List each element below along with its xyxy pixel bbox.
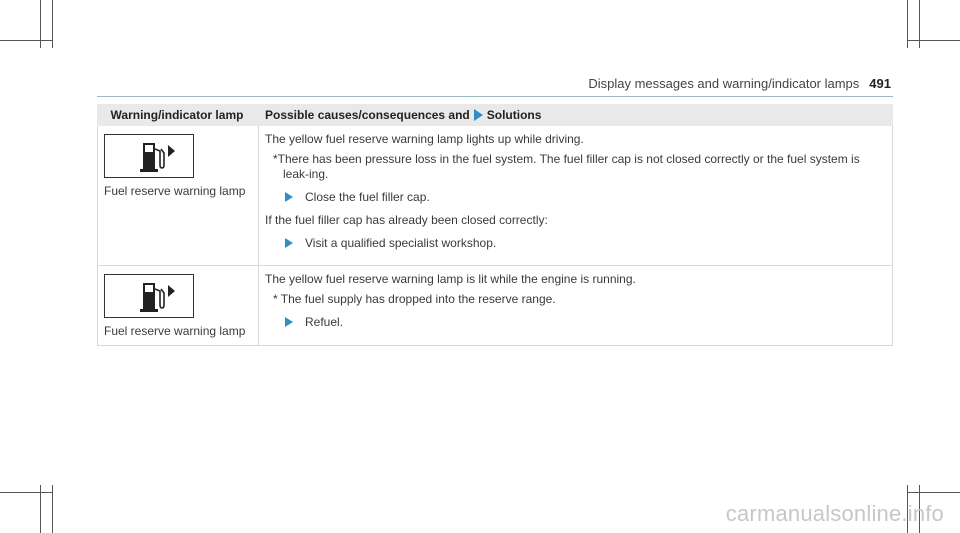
arrow-icon [285,317,293,327]
lamp-cell [98,126,259,266]
arrow-icon [285,192,293,202]
header-lamp: Warning/indicator lamp [98,105,259,126]
crop-mark [0,492,52,493]
crop-mark [0,40,52,41]
cause-text: The yellow fuel reserve warning lamp is lit while the engine is running. [265,272,636,286]
action-item [285,315,886,330]
lamp-label: Fuel reserve warning lamp [104,324,246,338]
arrow-icon [285,238,293,248]
arrow-icon [474,109,483,121]
fuel-pump-icon [104,274,194,318]
note-text: * The fuel supply has dropped into the reserve range. [273,292,556,306]
table-row [98,266,893,346]
running-head [588,76,891,91]
page-number: 491 [869,76,891,91]
note-text: *There has been pressure loss in the fuel system. The fuel filler cap is not closed correctly or the fuel system is leak-ing. [273,152,860,181]
running-head-title: Display messages and warning/indicator lamps [588,76,860,91]
cause-text: The yellow fuel reserve warning lamp lights up while driving. [265,132,584,146]
crop-mark [52,485,53,533]
lamp-cell [98,266,259,346]
causes-cell [259,266,893,346]
action-item [285,236,886,251]
action-item [285,190,886,205]
action-text: Refuel. [305,315,344,329]
crop-mark [907,492,960,493]
header-rule [97,96,893,97]
header-causes-label: Possible causes/consequences and [265,108,470,122]
action-text: Visit a qualified specialist workshop. [305,236,497,250]
causes-cell [259,126,893,266]
condition-text: If the fuel filler cap has already been closed correctly: [265,213,548,227]
table-header-row [98,105,893,126]
watermark: carmanualsonline.info [725,501,944,526]
crop-mark [907,40,960,41]
table-row [98,126,893,266]
fuel-pump-icon [104,134,194,178]
warning-lamp-table [97,104,893,346]
header-causes [259,105,893,126]
action-text: Close the fuel filler cap. [305,190,430,204]
lamp-label: Fuel reserve warning lamp [104,184,246,198]
header-solutions-label: Solutions [486,108,542,122]
crop-mark [52,0,53,48]
